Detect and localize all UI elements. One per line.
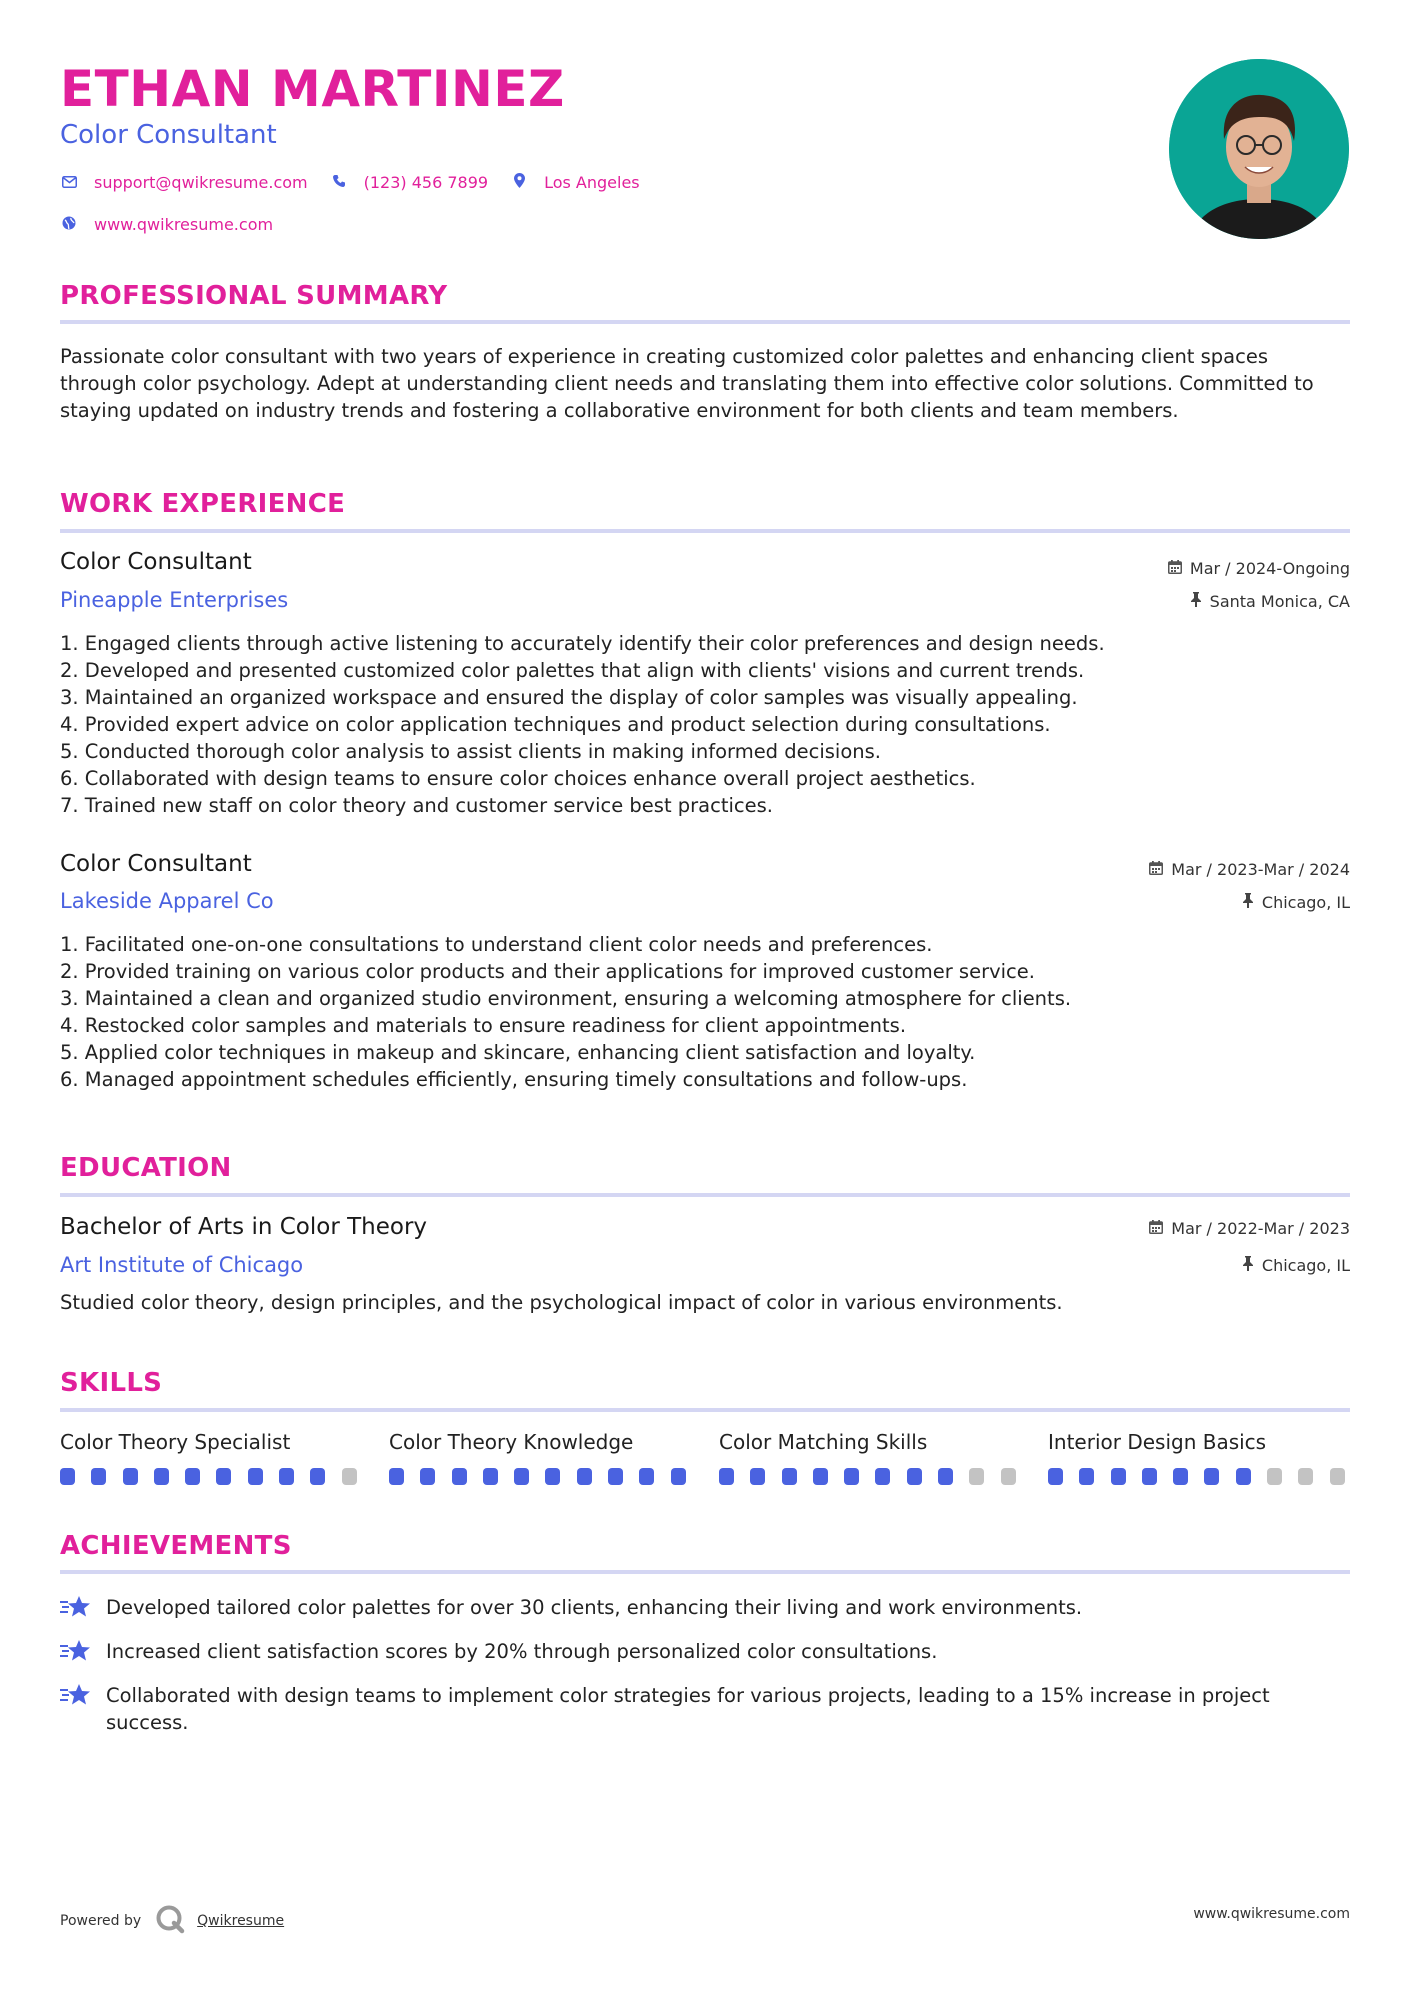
job-dates bbox=[1149, 860, 1350, 879]
rating-dot-filled bbox=[608, 1468, 623, 1485]
job-bullets bbox=[60, 630, 1350, 819]
rating-dot-filled bbox=[639, 1468, 654, 1485]
education-location bbox=[1242, 1256, 1350, 1275]
calendar-icon bbox=[1149, 1220, 1163, 1238]
website-row bbox=[60, 215, 295, 234]
degree-title: Bachelor of Arts in Color Theory bbox=[60, 1214, 428, 1240]
rating-dot-filled bbox=[844, 1468, 859, 1485]
rating-dot-filled bbox=[216, 1468, 231, 1485]
job-title: Color Consultant bbox=[60, 851, 252, 877]
phone-icon bbox=[330, 174, 348, 192]
email-icon bbox=[60, 174, 78, 192]
pushpin-icon bbox=[1242, 893, 1254, 912]
rating-dot-filled bbox=[123, 1468, 138, 1485]
qwikresume-logo-icon bbox=[155, 1904, 185, 1938]
list-item: 3. Maintained an organized workspace and ensured the display of color samples was visually appealing. bbox=[60, 686, 1078, 709]
rating-dot-empty bbox=[342, 1468, 357, 1485]
experience-heading: WORK EXPERIENCE bbox=[60, 489, 346, 519]
rating-dot-filled bbox=[1142, 1468, 1157, 1485]
email-link[interactable]: support@qwikresume.com bbox=[94, 173, 308, 192]
rating-dot-filled bbox=[420, 1468, 435, 1485]
calendar-icon bbox=[1168, 560, 1182, 578]
skill-item bbox=[60, 1430, 360, 1454]
rating-dot-filled bbox=[1204, 1468, 1219, 1485]
job-location-text: Santa Monica, CA bbox=[1209, 592, 1350, 611]
rating-dot-filled bbox=[719, 1468, 734, 1485]
education-dates-text: Mar / 2022-Mar / 2023 bbox=[1171, 1219, 1350, 1238]
rating-dot-filled bbox=[483, 1468, 498, 1485]
candidate-name: ETHAN MARTINEZ bbox=[60, 60, 565, 118]
list-item: 3. Maintained a clean and organized studio environment, ensuring a welcoming atmosphere for clients. bbox=[60, 987, 1072, 1010]
rating-dot-filled bbox=[545, 1468, 560, 1485]
rating-dot-filled bbox=[671, 1468, 686, 1485]
job-dates bbox=[1168, 559, 1350, 578]
rating-dot-empty bbox=[1267, 1468, 1282, 1485]
star-icon bbox=[60, 1638, 106, 1668]
powered-by bbox=[60, 1904, 284, 1938]
star-icon bbox=[60, 1682, 106, 1736]
pushpin-icon bbox=[1190, 592, 1202, 611]
contact-row bbox=[60, 173, 662, 192]
skill-rating bbox=[719, 1468, 1032, 1485]
skill-name: Color Theory Specialist bbox=[60, 1430, 291, 1454]
powered-by-label: Powered by bbox=[60, 1913, 142, 1929]
skill-rating bbox=[60, 1468, 373, 1485]
rating-dot-empty bbox=[1001, 1468, 1016, 1485]
calendar-icon bbox=[1149, 861, 1163, 879]
job-title: Color Consultant bbox=[60, 549, 252, 575]
list-item: 4. Restocked color samples and materials to ensure readiness for client appointments. bbox=[60, 1014, 907, 1037]
achievement-text: Increased client satisfaction scores by 20% through personalized color consultations. bbox=[106, 1640, 938, 1663]
list-item: 4. Provided expert advice on color application techniques and product selection during consultations. bbox=[60, 713, 1051, 736]
rating-dot-filled bbox=[91, 1468, 106, 1485]
job-company: Pineapple Enterprises bbox=[60, 588, 289, 612]
rating-dot-filled bbox=[154, 1468, 169, 1485]
education-description: Studied color theory, design principles, and the psychological impact of color in various environments. bbox=[60, 1291, 1063, 1314]
footer-website-link[interactable]: www.qwikresume.com bbox=[1193, 1906, 1350, 1922]
skill-name: Color Theory Knowledge bbox=[389, 1430, 634, 1454]
rating-dot-filled bbox=[1048, 1468, 1063, 1485]
globe-icon bbox=[60, 216, 78, 234]
job-bullets bbox=[60, 931, 1350, 1093]
section-divider bbox=[60, 320, 1350, 324]
job-dates-text: Mar / 2023-Mar / 2024 bbox=[1171, 860, 1350, 879]
achievement-text: Developed tailored color palettes for over 30 clients, enhancing their living and work environments. bbox=[106, 1596, 1083, 1619]
achievement-text: Collaborated with design teams to implement color strategies for various projects, leading to a 15% increase in project success. bbox=[106, 1684, 1270, 1734]
job-dates-text: Mar / 2024-Ongoing bbox=[1189, 559, 1350, 578]
section-divider bbox=[60, 1193, 1350, 1197]
rating-dot-filled bbox=[452, 1468, 467, 1485]
qwikresume-link[interactable]: Qwikresume bbox=[197, 1913, 285, 1929]
rating-dot-filled bbox=[782, 1468, 797, 1485]
list-item: 1. Engaged clients through active listening to accurately identify their color preferences and design needs. bbox=[60, 632, 1105, 655]
star-icon bbox=[60, 1594, 106, 1624]
job-location bbox=[1242, 893, 1350, 912]
school-name: Art Institute of Chicago bbox=[60, 1253, 304, 1277]
pushpin-icon bbox=[1242, 1256, 1254, 1275]
rating-dot-filled bbox=[1111, 1468, 1126, 1485]
education-location-text: Chicago, IL bbox=[1261, 1256, 1350, 1275]
skills-heading: SKILLS bbox=[60, 1368, 163, 1398]
rating-dot-filled bbox=[310, 1468, 325, 1485]
rating-dot-filled bbox=[813, 1468, 828, 1485]
phone-number[interactable]: (123) 456 7899 bbox=[363, 173, 489, 192]
rating-dot-empty bbox=[1330, 1468, 1345, 1485]
candidate-role: Color Consultant bbox=[60, 120, 277, 150]
section-divider bbox=[60, 1570, 1350, 1574]
list-item: 5. Applied color techniques in makeup and skincare, enhancing client satisfaction and loyalty. bbox=[60, 1041, 976, 1064]
skill-item bbox=[1048, 1430, 1348, 1454]
skill-item bbox=[389, 1430, 689, 1454]
list-item: 5. Conducted thorough color analysis to assist clients in making informed decisions. bbox=[60, 740, 881, 763]
section-divider bbox=[60, 1408, 1350, 1412]
list-item: 6. Managed appointment schedules efficiently, ensuring timely consultations and follow-ups. bbox=[60, 1068, 968, 1091]
rating-dot-filled bbox=[875, 1468, 890, 1485]
education-heading: EDUCATION bbox=[60, 1153, 232, 1183]
rating-dot-filled bbox=[1079, 1468, 1094, 1485]
list-item: 2. Provided training on various color products and their applications for improved customer service. bbox=[60, 960, 1035, 983]
website-link[interactable]: www.qwikresume.com bbox=[94, 215, 274, 234]
skill-name: Color Matching Skills bbox=[719, 1430, 928, 1454]
location-text: Los Angeles bbox=[544, 173, 640, 192]
resume-page bbox=[60, 0, 1350, 1990]
achievement-item bbox=[60, 1682, 1350, 1736]
achievement-item bbox=[60, 1594, 1350, 1624]
list-item: 6. Collaborated with design teams to ensure color choices enhance overall project aesthetics. bbox=[60, 767, 976, 790]
list-item: 1. Facilitated one-on-one consultations to understand client color needs and preferences. bbox=[60, 933, 933, 956]
skill-rating bbox=[1048, 1468, 1361, 1485]
skill-item bbox=[719, 1430, 1019, 1454]
rating-dot-filled bbox=[907, 1468, 922, 1485]
rating-dot-filled bbox=[60, 1468, 75, 1485]
location-pin-icon bbox=[510, 173, 528, 192]
skill-rating bbox=[389, 1468, 702, 1485]
rating-dot-filled bbox=[1173, 1468, 1188, 1485]
education-dates bbox=[1149, 1219, 1350, 1238]
rating-dot-filled bbox=[514, 1468, 529, 1485]
job-location bbox=[1190, 592, 1350, 611]
list-item: 7. Trained new staff on color theory and customer service best practices. bbox=[60, 794, 773, 817]
rating-dot-filled bbox=[750, 1468, 765, 1485]
rating-dot-filled bbox=[1236, 1468, 1251, 1485]
achievements-heading: ACHIEVEMENTS bbox=[60, 1531, 292, 1561]
rating-dot-empty bbox=[1298, 1468, 1313, 1485]
rating-dot-filled bbox=[938, 1468, 953, 1485]
job-company: Lakeside Apparel Co bbox=[60, 889, 274, 913]
job-location-text: Chicago, IL bbox=[1261, 893, 1350, 912]
skill-name: Interior Design Basics bbox=[1048, 1430, 1267, 1454]
rating-dot-empty bbox=[969, 1468, 984, 1485]
achievement-item bbox=[60, 1638, 1350, 1668]
list-item: 2. Developed and presented customized color palettes that align with clients' visions and current trends. bbox=[60, 659, 1085, 682]
summary-text: Passionate color consultant with two years of experience in creating customized color palettes and enhancing client spaces through color psychology. Adept at understanding client needs and translating them into effective color solutions. Committed to staying updated on industry trends and fostering a collaborative environment for both clients and team members. bbox=[60, 345, 1314, 422]
section-divider bbox=[60, 529, 1350, 533]
rating-dot-filled bbox=[248, 1468, 263, 1485]
summary-heading: PROFESSIONAL SUMMARY bbox=[60, 281, 448, 311]
rating-dot-filled bbox=[279, 1468, 294, 1485]
profile-photo bbox=[1169, 59, 1349, 239]
rating-dot-filled bbox=[185, 1468, 200, 1485]
rating-dot-filled bbox=[389, 1468, 404, 1485]
rating-dot-filled bbox=[577, 1468, 592, 1485]
